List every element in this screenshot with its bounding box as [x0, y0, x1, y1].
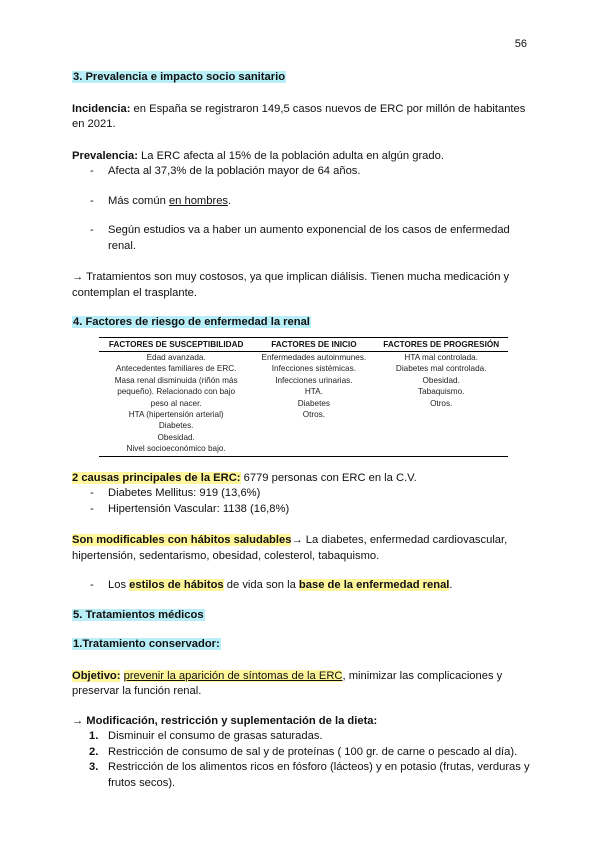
table-header: FACTORES DE INICIO — [253, 337, 374, 351]
list-item: 1. Disminuir el consumo de grasas saturadas. — [89, 730, 323, 743]
page-number: 56 — [514, 38, 527, 50]
section-5-heading: 5. Tratamientos médicos — [73, 608, 204, 621]
onset-column: Enfermedades autoinmunes. Infecciones sistémicas. Infecciones urinarias. HTA. Diabetes Otros. — [253, 351, 374, 456]
objective-paragraph: Objetivo: prevenir la aparición de síntomas de la ERC, minimizar las complicaciones y preservar la función renal. — [72, 669, 503, 698]
prevalencia-list — [72, 164, 532, 254]
list-item: - Más común en hombres. — [72, 194, 532, 210]
susceptibility-column: Edad avanzada. Antecedentes familiares de ERC. Masa renal disminuida (riñón más pequeño). Relacionado con bajo peso al nacer. HTA (hipertensión arterial) Diabetes. Obesidad. Nivel socioeconómico bajo. — [99, 351, 253, 456]
progression-column: HTA mal controlada. Diabetes mal controlada. Obesidad. Tabaquismo. Otros. — [374, 351, 508, 456]
modifiable-paragraph: Son modificables con hábitos saludables→ La diabetes, enfermedad cardiovascular, hipertensión, sedentarismo, obesidad, colesterol, tabaquismo. — [72, 534, 508, 562]
main-causes-list — [72, 486, 532, 517]
section-3-heading: 3. Prevalencia e impacto socio sanitario — [73, 71, 286, 83]
treatment-cost-note: → Tratamientos son muy costosos, ya que implican diálisis. Tienen mucha medicación y contemplan el trasplante. — [72, 271, 510, 299]
page-content — [72, 70, 532, 791]
prevalencia-paragraph: Prevalencia: La ERC afecta al 15% de la población adulta en algún grado. — [72, 149, 444, 162]
diet-heading: → Modificación, restricción y suplementación de la dieta: — [72, 714, 378, 727]
lifestyle-list — [72, 578, 532, 594]
incidencia-paragraph: Incidencia: en España se registraron 149,5 casos nuevos de ERC por millón de habitantes en 2021. — [72, 102, 526, 130]
table-header: FACTORES DE PROGRESIÓN — [374, 337, 508, 351]
list-item: - Diabetes Mellitus: 919 (13,6%) — [72, 486, 532, 502]
list-item: - Según estudios va a haber un aumento exponencial de los casos de enfermedad renal. — [72, 223, 532, 254]
list-item: - Hipertensión Vascular: 1138 (16,8%) — [72, 502, 532, 518]
risk-factors-table — [99, 337, 508, 457]
diet-list — [72, 729, 532, 791]
list-item: 2. Restricción de consumo de sal y de proteínas ( 100 gr. de carne o pescado al día). — [89, 745, 518, 758]
list-item: - Los estilos de hábitos de vida son la base de la enfermedad renal. — [72, 578, 532, 594]
conservative-treatment-heading: 1.Tratamiento conservador: — [73, 638, 220, 651]
list-item: - Afecta al 37,3% de la población mayor de 64 años. — [72, 164, 532, 180]
list-item: 3. Restricción de los alimentos ricos en fósforo (lácteos) y en potasio (frutas, verduras y frutos secos). — [89, 761, 530, 789]
table-header: FACTORES DE SUSCEPTIBILIDAD — [99, 337, 253, 351]
section-4-heading: 4. Factores de riesgo de enfermedad la renal — [73, 316, 310, 328]
main-causes-paragraph: 2 causas principales de la ERC: 6779 personas con ERC en la C.V. — [72, 471, 417, 484]
